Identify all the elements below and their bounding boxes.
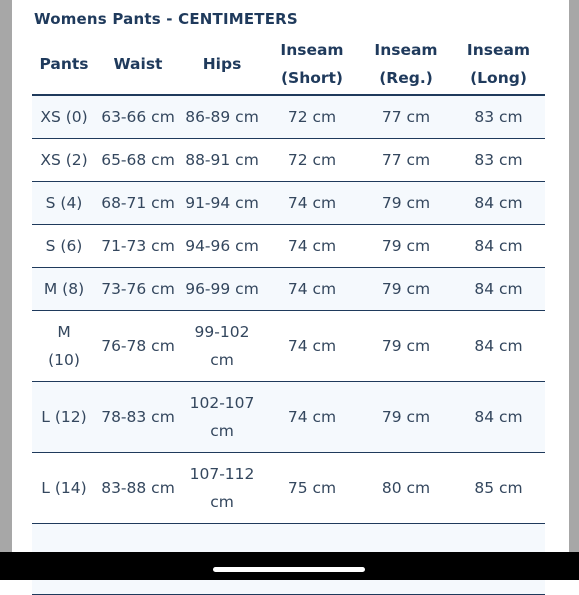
cell-line: 84 cm xyxy=(474,337,523,355)
measurement-cell xyxy=(264,95,360,139)
chart-title: Womens Pants - CENTIMETERS xyxy=(34,10,298,28)
measurement-cell xyxy=(452,139,545,182)
measurement-cell xyxy=(96,225,180,268)
cell-line: 79 cm xyxy=(381,194,431,212)
measurement-cell xyxy=(96,95,180,139)
cell-line: 83 cm xyxy=(474,151,523,169)
size-cell xyxy=(32,95,96,139)
measurement-cell xyxy=(264,225,360,268)
left-frame xyxy=(0,0,12,580)
table-row xyxy=(32,268,545,311)
cell-line: 75 cm xyxy=(287,479,337,497)
header-row xyxy=(32,34,545,95)
measurement-cell xyxy=(96,311,180,382)
measurement-cell xyxy=(360,453,452,524)
cell-line: 99-102 xyxy=(194,323,250,341)
measurement-cell xyxy=(264,453,360,524)
measurement-cell xyxy=(360,95,452,139)
cell-line: cm xyxy=(210,422,234,440)
right-frame xyxy=(569,0,579,580)
measurement-cell xyxy=(452,311,545,382)
cell-line: 74 cm xyxy=(287,194,337,212)
size-cell xyxy=(32,311,96,382)
measurement-cell xyxy=(360,225,452,268)
measurement-cell xyxy=(264,139,360,182)
cell-line: (10) xyxy=(48,351,80,369)
measurement-cell xyxy=(180,382,264,453)
cell-line: 65-68 cm xyxy=(101,151,175,169)
cell-line: S (4) xyxy=(45,194,83,212)
cell-line: 68-71 cm xyxy=(101,194,175,212)
measurement-cell xyxy=(96,139,180,182)
cell-line: XS (0) xyxy=(40,108,88,126)
measurement-cell xyxy=(452,182,545,225)
cell-line: 80 cm xyxy=(381,479,431,497)
table-row xyxy=(32,182,545,225)
cell-line: 63-66 cm xyxy=(101,108,175,126)
table-body xyxy=(32,95,545,595)
size-cell xyxy=(32,182,96,225)
table-row xyxy=(32,225,545,268)
cell-line: 76-78 cm xyxy=(101,337,175,355)
measurement-cell xyxy=(180,268,264,311)
cell-line: 88-91 cm xyxy=(185,151,259,169)
measurement-cell xyxy=(180,225,264,268)
measurement-cell xyxy=(264,268,360,311)
table-row xyxy=(32,95,545,139)
cell-line: Inseam xyxy=(280,41,344,59)
cell-line: 79 cm xyxy=(381,337,431,355)
cell-line: cm xyxy=(210,351,234,369)
measurement-cell xyxy=(180,453,264,524)
cell-line: 77 cm xyxy=(381,151,431,169)
cell-line: 72 cm xyxy=(287,108,337,126)
cell-line: 94-96 cm xyxy=(185,237,259,255)
size-cell xyxy=(32,453,96,524)
column-header xyxy=(180,34,264,95)
cell-line: 77 cm xyxy=(381,108,431,126)
cell-line: M xyxy=(57,323,71,341)
size-cell xyxy=(32,268,96,311)
cell-line: (Long) xyxy=(470,69,527,87)
cell-line: 74 cm xyxy=(287,408,337,426)
cell-line: 83 cm xyxy=(474,108,523,126)
measurement-cell xyxy=(180,139,264,182)
size-cell xyxy=(32,139,96,182)
cell-line: 72 cm xyxy=(287,151,337,169)
cell-line: 74 cm xyxy=(287,337,337,355)
measurement-cell xyxy=(180,182,264,225)
measurement-cell xyxy=(360,382,452,453)
cell-line: 79 cm xyxy=(381,280,431,298)
cell-line: XS (2) xyxy=(40,151,88,169)
cell-line: L (12) xyxy=(41,408,87,426)
measurement-cell xyxy=(96,182,180,225)
cell-line: 107-112 xyxy=(189,465,255,483)
column-header xyxy=(264,34,360,95)
cell-line: 78-83 cm xyxy=(101,408,175,426)
measurement-cell xyxy=(360,311,452,382)
cell-line: 84 cm xyxy=(474,280,523,298)
column-header xyxy=(32,34,96,95)
size-table xyxy=(32,34,545,595)
table-row xyxy=(32,453,545,524)
size-cell xyxy=(32,382,96,453)
cell-line: Hips xyxy=(202,55,242,73)
cell-line: 83-88 cm xyxy=(101,479,175,497)
home-indicator[interactable] xyxy=(213,567,365,572)
measurement-cell xyxy=(360,139,452,182)
measurement-cell xyxy=(452,453,545,524)
cell-line: 91-94 cm xyxy=(185,194,259,212)
cell-line: 84 cm xyxy=(474,237,523,255)
cell-line: Inseam xyxy=(374,41,438,59)
column-header xyxy=(360,34,452,95)
measurement-cell xyxy=(180,95,264,139)
measurement-cell xyxy=(452,95,545,139)
measurement-cell xyxy=(96,382,180,453)
cell-line: M (8) xyxy=(43,280,85,298)
cell-line: Pants xyxy=(39,55,89,73)
cell-line: cm xyxy=(210,493,234,511)
cell-line: 96-99 cm xyxy=(185,280,259,298)
cell-line: (Short) xyxy=(280,69,344,87)
column-header xyxy=(96,34,180,95)
measurement-cell xyxy=(96,453,180,524)
measurement-cell xyxy=(180,311,264,382)
measurement-cell xyxy=(452,225,545,268)
measurement-cell xyxy=(452,268,545,311)
size-cell xyxy=(32,225,96,268)
size-chart-card xyxy=(12,0,569,552)
cell-line: 71-73 cm xyxy=(101,237,175,255)
table-row xyxy=(32,311,545,382)
cell-line: L (14) xyxy=(41,479,87,497)
table-row xyxy=(32,139,545,182)
cell-line: Inseam xyxy=(466,41,531,59)
cell-line: 73-76 cm xyxy=(101,280,175,298)
cell-line: (Reg.) xyxy=(379,69,433,87)
measurement-cell xyxy=(360,268,452,311)
measurement-cell xyxy=(264,311,360,382)
cell-line: 74 cm xyxy=(287,280,337,298)
cell-line: 84 cm xyxy=(474,408,523,426)
measurement-cell xyxy=(452,382,545,453)
cell-line: 79 cm xyxy=(381,408,431,426)
cell-line: 85 cm xyxy=(474,479,523,497)
table-row xyxy=(32,382,545,453)
measurement-cell xyxy=(96,268,180,311)
cell-line: 86-89 cm xyxy=(185,108,259,126)
cell-line: 102-107 xyxy=(189,394,255,412)
cell-line: Waist xyxy=(113,55,163,73)
column-header xyxy=(452,34,545,95)
measurement-cell xyxy=(360,182,452,225)
cell-line: 74 cm xyxy=(287,237,337,255)
system-nav-bar xyxy=(0,552,579,580)
cell-line: 84 cm xyxy=(474,194,523,212)
cell-line: S (6) xyxy=(45,237,83,255)
cell-line: 79 cm xyxy=(381,237,431,255)
measurement-cell xyxy=(264,182,360,225)
measurement-cell xyxy=(264,382,360,453)
